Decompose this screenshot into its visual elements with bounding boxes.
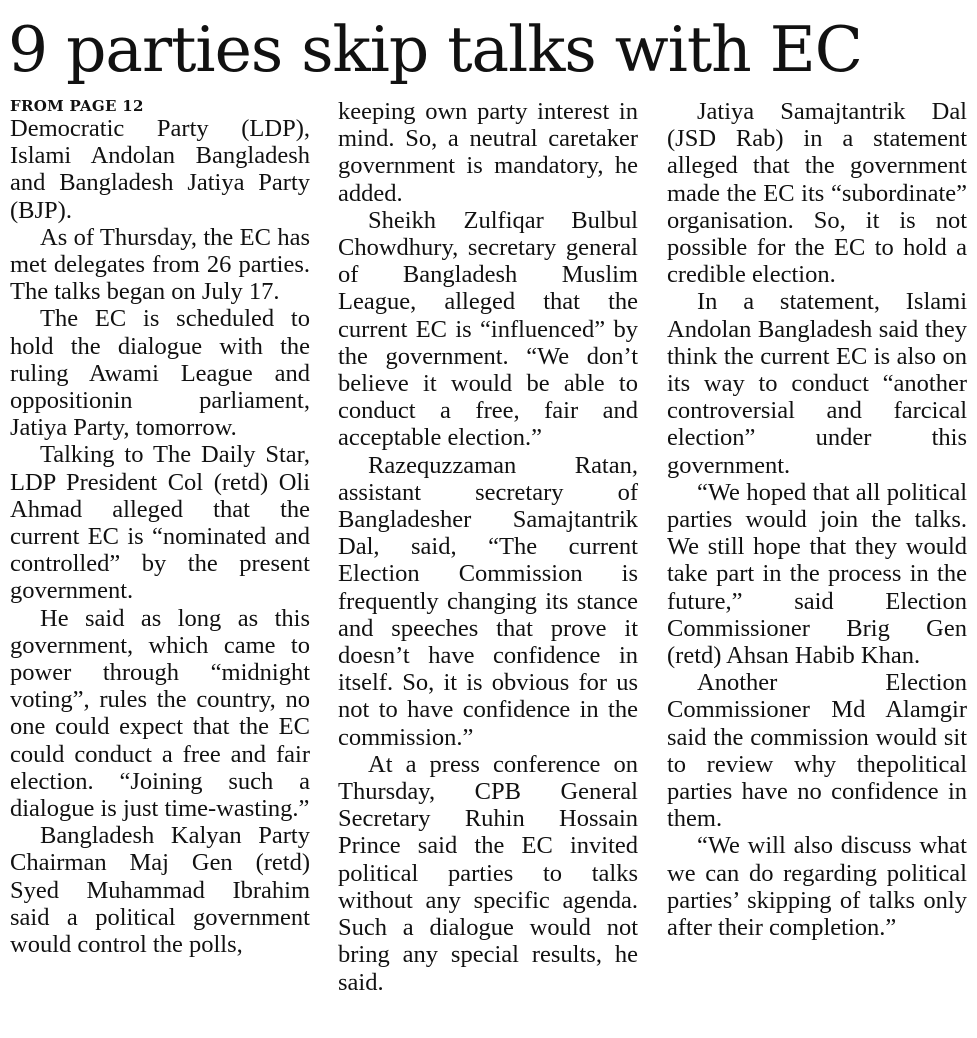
paragraph: Sheikh Zulfiqar Bulbul Chowdhury, secretary general of Bangladesh Muslim League, alleged that the current EC is “influenced” by the government. “We don’t believe it would be able to conduct a free, fair and acceptable election.” — [338, 206, 638, 452]
paragraph: Talking to The Daily Star, LDP President Col (retd) Oli Ahmad alleged that the current EC is “nominated and controlled” by the present government. — [10, 441, 310, 605]
paragraph: Bangladesh Kalyan Party Chairman Maj Gen (retd) Syed Muhammad Ibrahim said a political government would control the polls, — [10, 822, 310, 959]
article-column-3 — [667, 98, 967, 941]
paragraph: The EC is scheduled to hold the dialogue with the ruling Awami League and oppositionin parliament, Jatiya Party, tomorrow. — [10, 305, 310, 442]
paragraph: He said as long as this government, which came to power through “midnight voting”, rules the country, no one could expect that the EC could conduct a free and fair election. “Joining such a dialogue is just time-wasting.” — [10, 604, 310, 823]
article-column-2 — [338, 98, 638, 996]
paragraph: As of Thursday, the EC has met delegates from 26 parties. The talks began on July 17. — [10, 223, 310, 306]
paragraph: At a press conference on Thursday, CPB General Secretary Ruhin Hossain Prince said the EC invited political parties to talks without any specific agenda. Such a dialogue would not bring any special results, he said. — [338, 750, 638, 996]
paragraph: “We will also discuss what we can do regarding political parties’ skipping of talks only after their completion.” — [667, 832, 967, 942]
paragraph: Jatiya Samajtantrik Dal (JSD Rab) in a statement alleged that the government made the EC its “subordinate” organisation. So, it is not possible for the EC to hold a credible election. — [667, 98, 967, 289]
paragraph: Razequzzaman Ratan, assistant secretary of Bangladesher Samajtantrik Dal, said, “The current Election Commission is frequently changing its stance and speeches that prove it doesn’t have confidence in itself. So, it is obvious for us not to have confidence in the commission.” — [338, 451, 638, 751]
headline: 9 parties skip talks with EC — [8, 13, 862, 86]
paragraph: Democratic Party (LDP), Islami Andolan Bangladesh and Bangladesh Jatiya Party (BJP). — [10, 115, 310, 224]
paragraph: In a statement, Islami Andolan Bangladesh said they think the current EC is also on its way to conduct “another controversial and farcical election” under this government. — [667, 288, 967, 479]
continuation-kicker: FROM PAGE 12 — [10, 97, 144, 115]
paragraph: keeping own party interest in mind. So, a neutral caretaker government is mandatory, he added. — [338, 98, 638, 207]
paragraph: Another Election Commissioner Md Alamgir said the commission would sit to review why thepolitical parties have no confidence in them. — [667, 669, 967, 833]
article-column-1 — [10, 98, 310, 958]
paragraph: “We hoped that all political parties would join the talks. We still hope that they would take part in the process in the future,” said Election Commissioner Brig Gen (retd) Ahsan Habib Khan. — [667, 478, 967, 670]
